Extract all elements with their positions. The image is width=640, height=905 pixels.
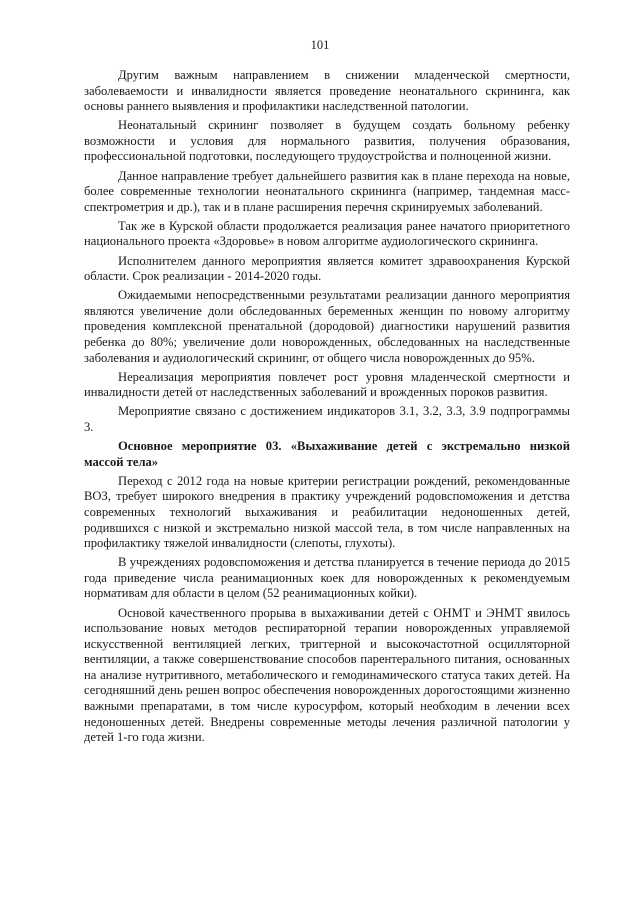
page-number: 101	[310, 38, 330, 52]
paragraph-audiological-screening: Так же в Курской области продолжается реализация ранее начатого приоритетного национального проекта «Здоровье» в новом алгоритме аудиологического скрининга.	[84, 218, 570, 249]
paragraph-neonatal-screening-intro: Другим важным направлением в снижении младенческой смертности, заболеваемости и инвалидности является проведение неонатального скрининга, как основы раннего выявления и профилактики наследственной патологии.	[84, 68, 570, 114]
paragraph-development-direction: Данное направление требует дальнейшего развития как в плане перехода на новые, более современные технологии неонатального скрининга (например, тандемная масс-спектрометрия и др.), так и в плане расширения перечня скринируемых заболеваний.	[84, 168, 570, 214]
paragraph-who-criteria: Переход с 2012 года на новые критерии регистрации рождений, рекомендованные ВОЗ, требует широкого внедрения в практику учреждений родовспоможения и детства современных технологий выхаживания и реабилитации недоношенных детей, родившихся с низкой и экстремально низкой массой тела, в том числе направленных на профилактику тяжелой инвалидности (слепоты, глухоты).	[84, 473, 570, 551]
paragraph-screening-benefits: Неонатальный скрининг позволяет в будущем создать больному ребенку возможности и условия для нормального развития, получения образования, профессиональной подготовки, последующего трудоустройства и полноценной жизни.	[84, 118, 570, 164]
paragraph-non-implementation: Нереализация мероприятия повлечет рост уровня младенческой смертности и инвалидности детей от наследственных заболеваний и врожденных пороков развития.	[84, 369, 570, 400]
paragraph-respiratory-therapy: Основой качественного прорыва в выхаживании детей с ОНМТ и ЭНМТ явилось использование новых методов респираторной терапии новорожденных управляемой искусственной вентиляцией легких, триггерной и высокочастотной осцилляторной вентиляции, а также совершенствование способов парентерального питания, основанных на анализе нутритивного, метаболического и гемодинамического статуса таких детей. На сегодняшний день решен вопрос обеспечения новорожденных дорогостоящими жизненно важными препаратами, в том числе куросурфом, который необходим в лечении всех недоношенных детей. Внедрены современные методы лечения различной патологии у детей 1-го года жизни.	[84, 605, 570, 745]
section-heading-activity-03: Основное мероприятие 03. «Выхаживание детей с экстремально низкой массой тела»	[84, 439, 570, 469]
document-body	[84, 68, 570, 749]
paragraph-indicators: Мероприятие связано с достижением индикаторов 3.1, 3.2, 3.3, 3.9 подпрограммы 3.	[84, 404, 570, 434]
paragraph-executor: Исполнителем данного мероприятия является комитет здравоохранения Курской области. Срок реализации - 2014-2020 годы.	[84, 253, 570, 284]
paragraph-resuscitation-beds: В учреждениях родовспоможения и детства планируется в течение периода до 2015 года приведение числа реанимационных коек для новорожденных к рекомендуемым нормативам для области в целом (52 реанимационных койки).	[84, 555, 570, 601]
paragraph-expected-results: Ожидаемыми непосредственными результатами реализации данного мероприятия являются увеличение доли обследованных беременных женщин по новому алгоритму проведения комплексной пренатальной (дородовой) диагностики нарушений развития ребенка до 80%; увеличение доли новорожденных, обследованных на наследственные заболевания и аудиологический скрининг, от общего числа новорожденных до 95%.	[84, 288, 570, 365]
